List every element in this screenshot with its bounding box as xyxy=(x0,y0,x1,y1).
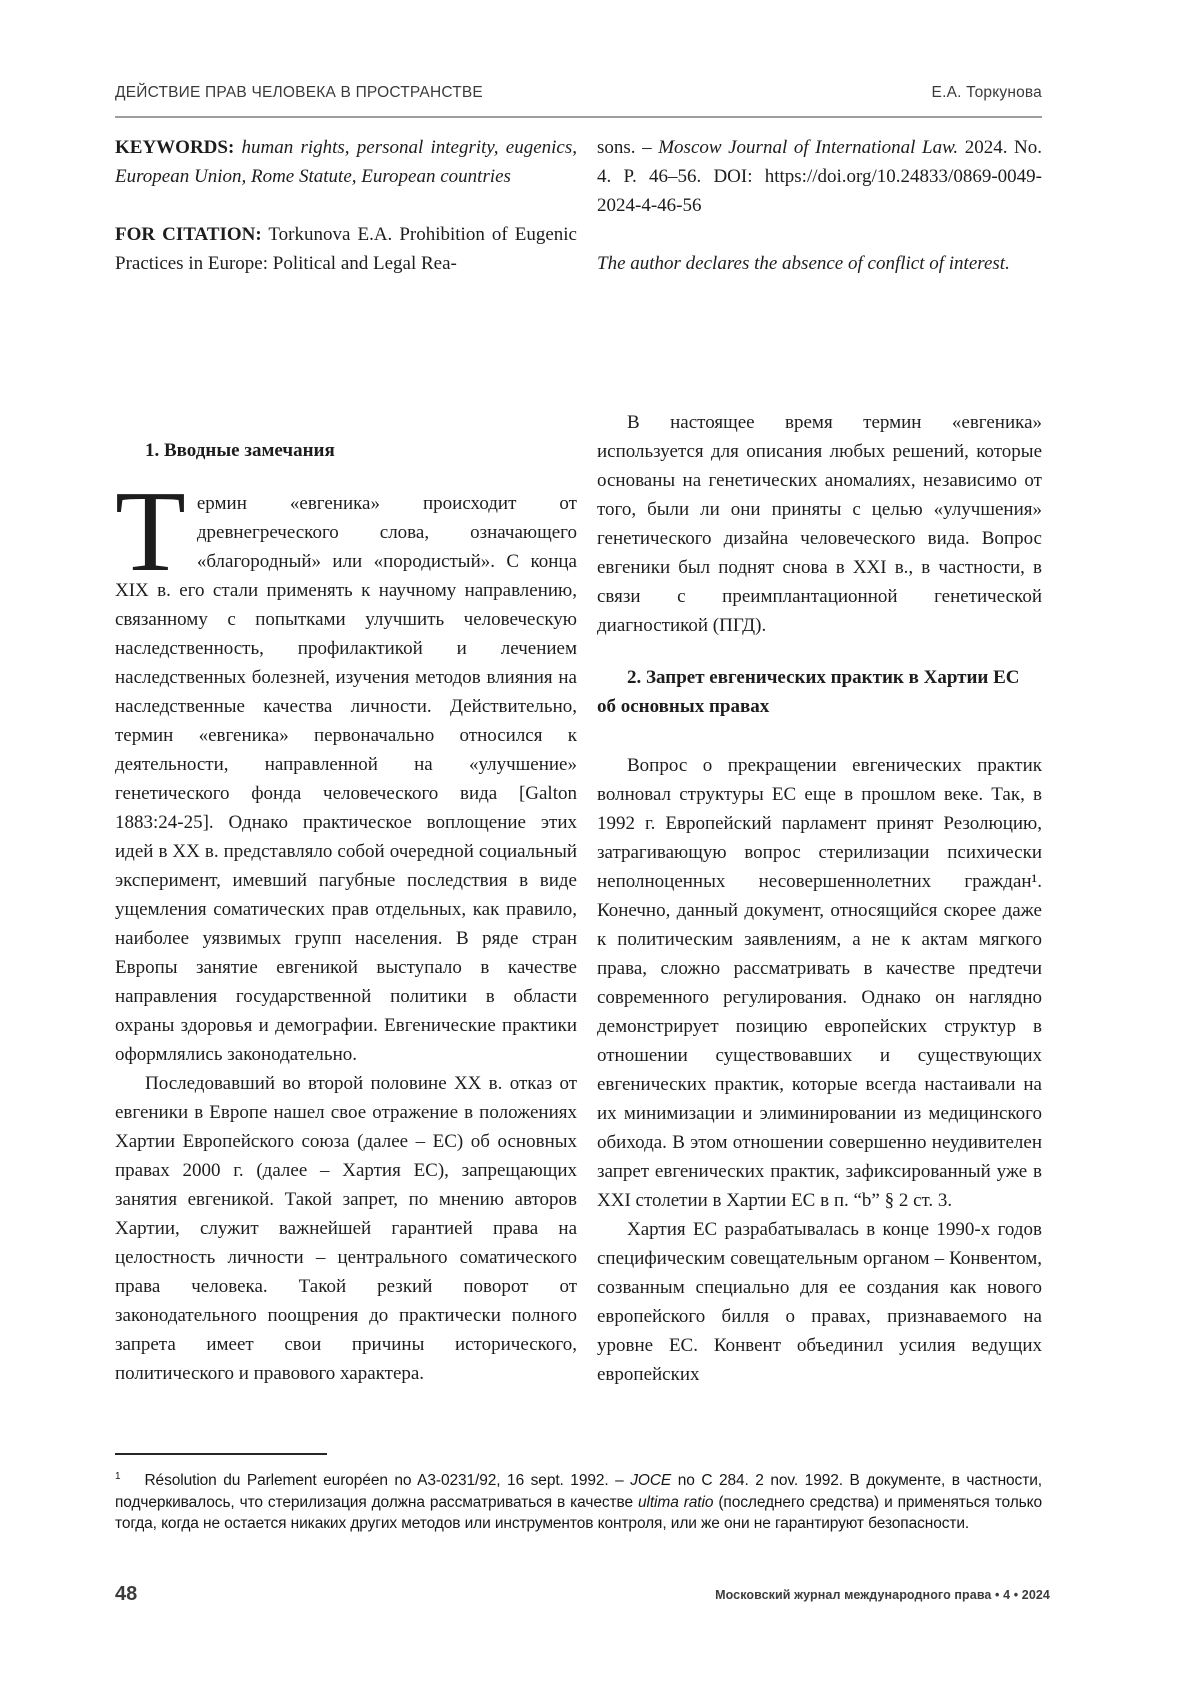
journal-footer-line: Московский журнал международного права • 4 • 2024 xyxy=(715,1588,1050,1602)
running-head-author: Е.А. Торкунова xyxy=(931,84,1042,101)
citation-paragraph xyxy=(115,220,577,278)
section-1-heading: 1. Вводные замечания xyxy=(145,440,335,461)
section-1-paragraph-1-text: ермин «евгеника» происходит от древнегреческого слова, означающего «благородный» или «породистый». С конца XIX в. его стали применять к научному направлению, связанному с попытками улучшить человеческую наследственность, профилактикой и лечением наследственных болезней, изучения методов влияния на наследственные качества личности. Действительно, термин «евгеника» первоначально относился к деятельности, направленной на «улучшение» генетического фонда человеческого вида [Galton 1883:24-25]. Однако практическое воплощение этих идей в XX в. представляло собой очередной социальный эксперимент, имевший пагубные последствия в виде ущемления соматических прав отдельных, как правило, наиболее уязвимых групп населения. В ряде стран Европы занятие евгеникой выступало в качестве направления государственной политики в области охраны здоровья и демографии. Евгенические практики оформлялись законодательно. xyxy=(115,493,577,1065)
footnote-part-1: Résolution du Parlement européen no A3-0231/92, 16 sept. 1992. – xyxy=(144,1472,624,1490)
header-rule xyxy=(115,116,1042,118)
running-head-title: ДЕЙСТВИЕ ПРАВ ЧЕЛОВЕКА В ПРОСТРАНСТВЕ xyxy=(115,84,483,101)
body-column-left xyxy=(115,408,577,1389)
footnote-italic-joce: JOCE xyxy=(630,1472,672,1490)
keywords-paragraph xyxy=(115,133,577,191)
meta-column-left xyxy=(115,133,577,278)
dropcap-initial: Т xyxy=(115,468,186,596)
keywords-text: human rights, personal integrity, eugenics, European Union, Rome Statute, European countries xyxy=(115,137,577,187)
citation-cont-pre: sons. – xyxy=(597,137,652,158)
journal-title-italic: Moscow Journal of International Law. xyxy=(658,137,959,158)
page-number: 48 xyxy=(115,1583,138,1605)
footnote-marker: 1 xyxy=(115,1471,121,1482)
footnote-part-2: no C 284. 2 nov. 1992. В документе, в частности, подчеркивалось, что стерилизация должна рассматриваться в качестве xyxy=(115,1472,1042,1511)
footnote-text xyxy=(115,1466,1042,1535)
section-1-paragraph-2: Последовавший во второй половине XX в. отказ от евгеники в Европе нашел свое отражение в положениях Хартии Европейского союза (далее – ЕС) об основных правах 2000 г. (далее – Хартия ЕС), запрещающих занятия евгеникой. Такой запрет, по мнению авторов Хартии, служит важнейшей гарантией права на целостность личности – центрального соматического права человека. Такой резкий поворот от законодательного поощрения до практически полного запрета имеет свои причины исторического, политического и правового характера. xyxy=(115,1073,577,1384)
meta-column-right xyxy=(597,133,1042,278)
citation-continuation xyxy=(597,133,1042,220)
keywords-label: KEYWORDS: xyxy=(115,137,235,158)
footnote-part-3: (последнего средства) и применяться только тогда, когда не остается никаких других методов или инструментов контроля, или же они не гарантируют безопасности. xyxy=(115,1493,1042,1533)
citation-text: Torkunova E.A. Prohibition of Eugenic Practices in Europe: Political and Legal Rea- xyxy=(115,224,577,274)
section-2-paragraph-1: Вопрос о прекращении евгенических практик волновал структуры ЕС еще в прошлом веке. Так, в 1992 г. Европейский парламент принят Резолюцию, затрагивающую вопрос стерилизации психически неполноценных несовершеннолетних граждан¹. Конечно, данный документ, относящийся скорее даже к политическим заявлениям, а не к актам мягкого права, сложно рассматривать в качестве предтечи современного регулирования. Однако он наглядно демонстрирует позицию европейских структур в отношении существовавших и существующих евгенических практик, которые всегда настаивали на их минимизации и элиминировании из медицинского обихода. В этом отношении совершенно неудивителен запрет евгенических практик, зафиксированный уже в XXI столетии в Хартии ЕС в п. “b” § 2 ст. 3. xyxy=(597,755,1042,1211)
article-body xyxy=(115,408,1042,1389)
footnote-italic-ultima-ratio: ultima ratio xyxy=(637,1493,714,1511)
citation-cont-post: 2024. No. 4. P. 46–56. DOI: https://doi.org/10.24833/0869-0049-2024-4-46-56 xyxy=(597,137,1043,216)
footnote-block xyxy=(115,1453,1042,1535)
section-2-heading: 2. Запрет евгенических практик в Хартии ЕС об основных правах xyxy=(597,667,1020,717)
section-2-paragraph-2: Хартия ЕС разрабатывалась в конце 1990-х годов специфическим совещательным органом – Конвентом, созванным специально для ее создания как нового европейского билля о правах, признаваемого на уровне ЕС. Конвент объединил усилия ведущих европейских xyxy=(597,1219,1042,1385)
body-column-right xyxy=(597,408,1042,1389)
column-2-paragraph-1: В настоящее время термин «евгеника» используется для описания любых решений, которые основаны на генетических аномалиях, независимо от того, были ли они приняты с целью «улучшения» генетического дизайна человеческого вида. Вопрос евгеники был поднят снова в XXI в., в частности, в связи с преимплантационной генетической диагностикой (ПГД). xyxy=(597,412,1042,636)
section-1-paragraph-1 xyxy=(115,468,577,1069)
running-head xyxy=(115,84,1042,102)
conflict-statement: The author declares the absence of conflict of interest. xyxy=(597,253,1010,274)
footnote-rule xyxy=(115,1453,327,1455)
citation-label: FOR CITATION: xyxy=(115,224,262,245)
meta-block xyxy=(115,133,1042,278)
